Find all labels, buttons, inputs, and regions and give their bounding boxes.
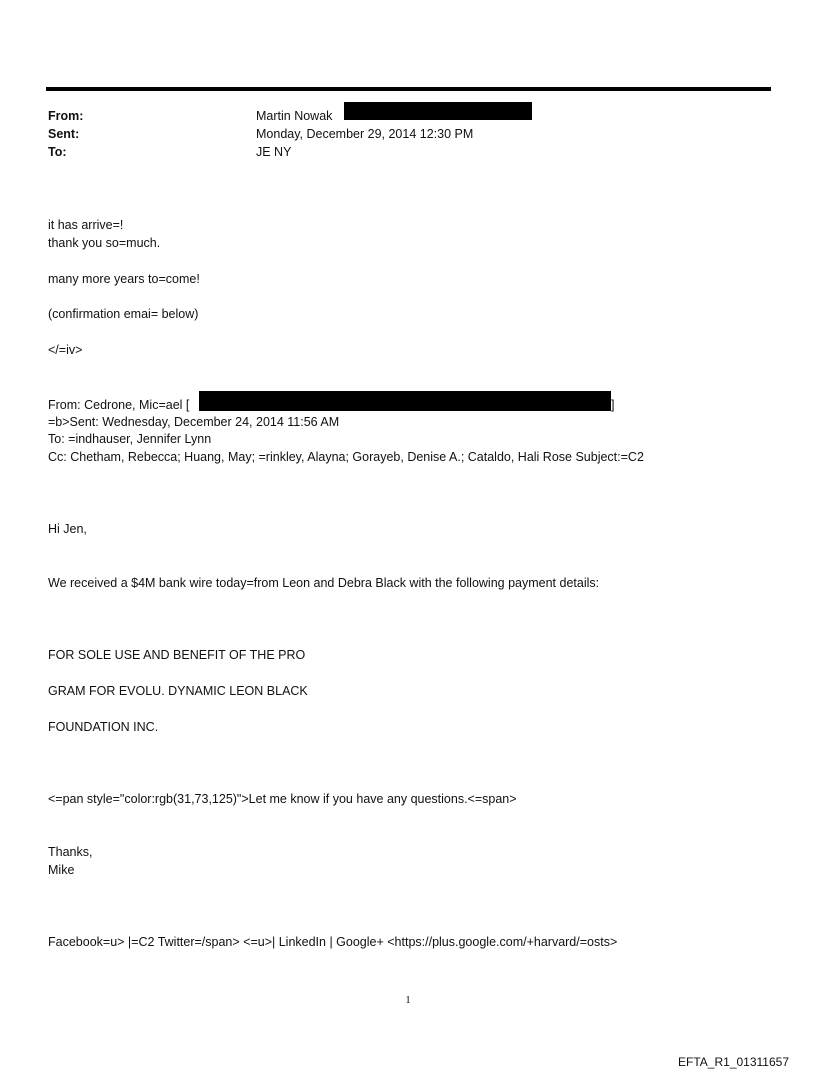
to-value: JE NY <box>256 145 292 159</box>
sent-label: Sent: <box>48 127 80 141</box>
fwd-close-bracket: ] <box>611 398 615 412</box>
bates-number: EFTA_R1_01311657 <box>678 1055 789 1069</box>
fwd-cc: Cc: Chetham, Rebecca; Huang, May; =rinkley, Alayna; Gorayeb, Denise A.; Cataldo, Hali Rose Subject:=C2 <box>48 450 644 464</box>
payment-detail-1: FOR SOLE USE AND BENEFIT OF THE PRO <box>48 648 306 662</box>
header-rule <box>46 87 771 91</box>
payment-detail-2: GRAM FOR EVOLU. DYNAMIC LEON BLACK <box>48 684 308 698</box>
footer-links: Facebook=u> |=C2 Twitter=/span> <=u>| LinkedIn | Google+ <https://plus.google.com/+harvard/=osts> <box>48 935 618 949</box>
fwd-to: To: =indhauser, Jennifer Lynn <box>48 432 212 446</box>
fwd-sent: =b>Sent: Wednesday, December 24, 2014 11:56 AM <box>48 415 340 429</box>
redaction-box <box>199 391 611 411</box>
body-line-1: it has arrive=! <box>48 218 124 232</box>
body-line-5: </=iv> <box>48 343 83 357</box>
page-number: 1 <box>405 994 411 1006</box>
signoff-thanks: Thanks, <box>48 845 93 859</box>
payment-detail-3: FOUNDATION INC. <box>48 720 159 734</box>
body-line-3: many more years to=come! <box>48 272 200 286</box>
sent-value: Monday, December 29, 2014 12:30 PM <box>256 127 474 141</box>
greeting: Hi Jen, <box>48 522 87 536</box>
redaction-box <box>344 102 532 120</box>
signoff-name: Mike <box>48 863 75 877</box>
message-paragraph: We received a $4M bank wire today=from Leon and Debra Black with the following payment details: <box>48 576 600 590</box>
from-label: From: <box>48 109 84 123</box>
body-line-2: thank you so=much. <box>48 236 161 250</box>
fwd-from: From: Cedrone, Mic=ael [ <box>48 398 190 412</box>
body-line-4: (confirmation emai= below) <box>48 307 199 321</box>
span-line: <=pan style="color:rgb(31,73,125)">Let me know if you have any questions.<=span> <box>48 792 517 806</box>
from-value: Martin Nowak <box>256 109 333 123</box>
to-label: To: <box>48 145 67 159</box>
